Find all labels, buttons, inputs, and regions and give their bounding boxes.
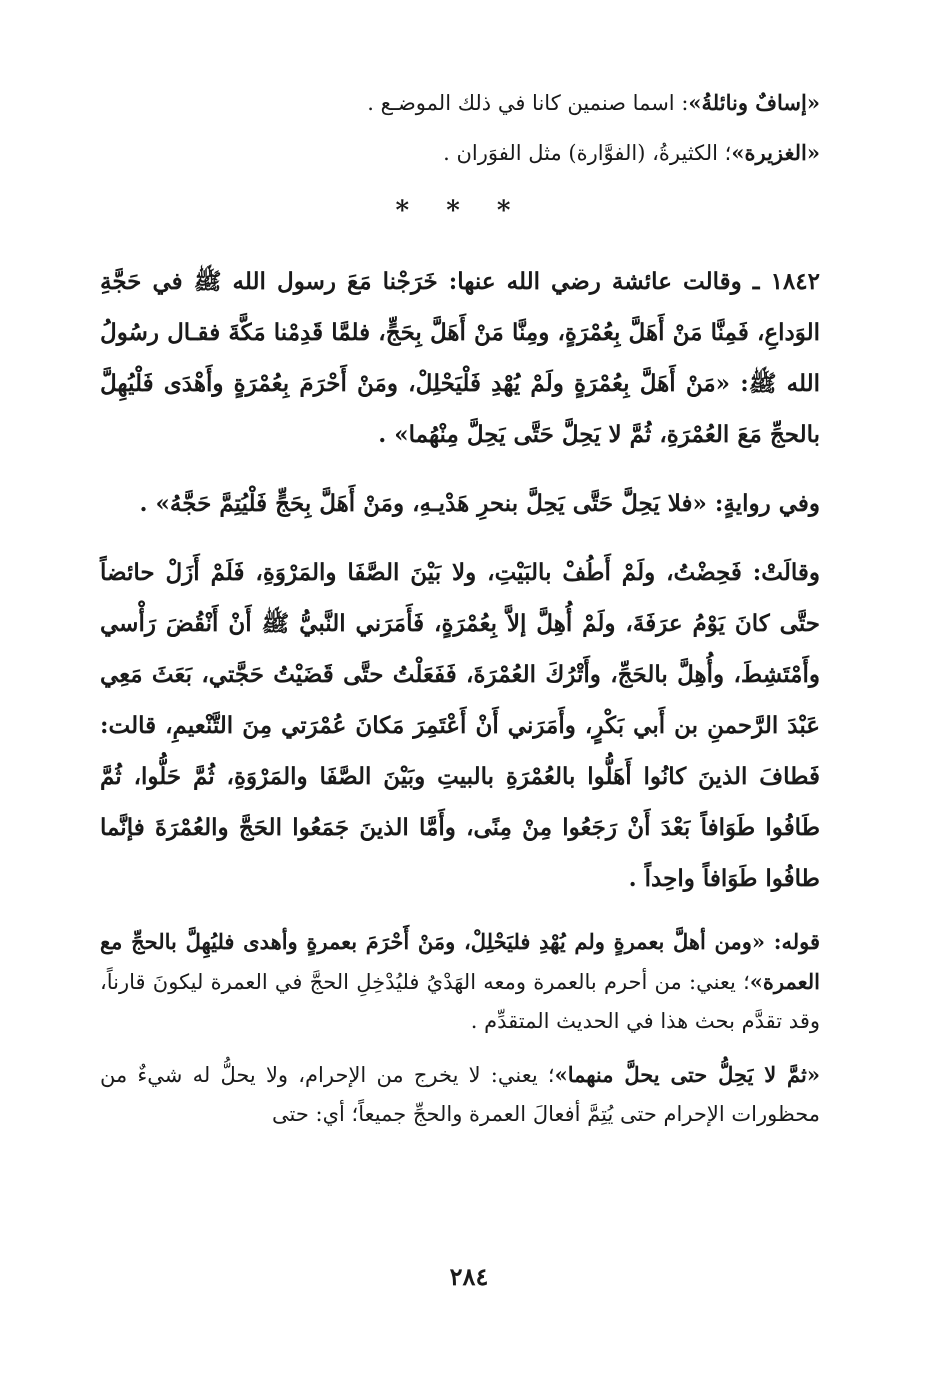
- glossary-term: «الغزيرة»: [731, 140, 820, 165]
- glossary-entry-ghazira: [100, 138, 820, 168]
- page-body: [100, 88, 820, 1148]
- commentary-paragraph: [100, 922, 820, 1041]
- page-number: ٢٨٤: [449, 1262, 489, 1291]
- hadith-variant-text: وفي روايةٍ: «فلا يَحِلَّ حَتَّى يَحِلَّ بنحرِ هَدْيـهِ، ومَنْ أَهَلَّ بِحَجٍّ فَلْيُتِمَّ حَجَّهُ» .: [139, 490, 820, 517]
- hadith-continuation-text: وقالَتْ: فَحِضْتُ، ولَمْ أَطُفْ بالبَيْتِ، ولا بَيْنَ الصَّفَا والمَرْوَةِ، فَلَمْ أَزَلْ حائضاً حتَّى كانَ يَوْمُ عرَفَةَ، ولَمْ أُهِلَّ إلاَّ بِعُمْرَةٍ، فَأَمَرَني النَّبيُّ ﷺ أَنْ أَنْقُضَ رَأْسي وأَمْتَشِطَ، وأُهِلَّ بالحَجِّ، وأَتْرُكَ العُمْرَةَ، فَفَعَلْتُ حتَّى قَضَيْتُ حَجَّتي، بَعَثَ مَعِي عَبْدَ الرَّحمنِ بن أَبي بَكْرٍ، وأَمَرَني أَنْ أَعْتَمِرَ مَكانَ عُمْرَتي مِنَ التَّنْعيمِ، قالت: فَطافَ الذينَ كانُوا أَهَلُّوا بالعُمْرَةِ بالبيتِ وبَيْنَ الصَّفَا والمَرْوَةِ، ثُمَّ حَلُّوا، ثُمَّ طَافُوا طَوَافاً بَعْدَ أَنْ رَجَعُوا مِنْ مِنًى، وأَمَّا الذينَ جَمَعُوا الحَجَّ والعُمْرَةَ فإنَّما طافُوا طَوَافاً واحِداً .: [100, 559, 820, 892]
- commentary-text: ؛ يعني: من أحرم بالعمرة ومعه الهَدْيُ فليُدْخِلِ الحجَّ في العمرة ليكونَ قارناً، وقد تقدَّم بحث هذا في الحديث المتقدِّم .: [100, 970, 820, 1033]
- commentary-quote: «ثمَّ لا يَحِلُّ حتى يحلَّ منهما»: [554, 1062, 820, 1087]
- commentary-paragraph: [100, 1055, 820, 1134]
- glossary-entry-isaf: [100, 88, 820, 118]
- section-separator: * * *: [395, 196, 525, 226]
- hadith-main-text: ١٨٤٢ ـ وقالت عائشة رضي الله عنها: خَرَجْنا مَعَ رسول الله ﷺ في حَجَّةِ الوَداعِ، فَمِنَّا مَنْ أَهَلَّ بِعُمْرَةٍ، ومِنَّا مَنْ أَهَلَّ بِحَجٍّ، فلمَّا قَدِمْنا مَكَّةَ فقـال رسُولُ الله ﷺ: «مَنْ أَهَلَّ بِعُمْرَةٍ ولَمْ يُهْدِ فَلْيَحْلِلْ، ومَنْ أَحْرَمَ بِعُمْرَةٍ وأَهْدَى فَلْيُهِلَّ بالحجِّ مَعَ العُمْرَةِ، ثُمَّ لا يَحِلَّ حَتَّى يَحِلَّ مِنْهُما» .: [100, 268, 820, 448]
- glossary-definition: ؛ الكثيرةُ، (الفوَّارة) مثل الفوَران .: [443, 141, 732, 165]
- glossary-definition: : اسما صنمين كانا في ذلك الموضـع .: [367, 91, 689, 115]
- glossary-term: «إسافٌ ونائلةُ»: [688, 90, 820, 115]
- commentary-text: ؛ يعني: لا يخرج من الإحرام، ولا يحلُّ له شيءٌ من محظورات الإحرام حتى يُتِمَّ أفعالَ العمرة والحجِّ جميعاً؛ أي: حتى: [100, 1063, 820, 1126]
- commentary-quote: قوله: «ومن أهلَّ بعمرةٍ ولم يُهْدِ فليَحْلِلْ، ومَنْ أَحْرَمَ بعمرةٍ وأهدى فليُهِلَّ بالحجِّ مع العمرة»: [100, 929, 820, 994]
